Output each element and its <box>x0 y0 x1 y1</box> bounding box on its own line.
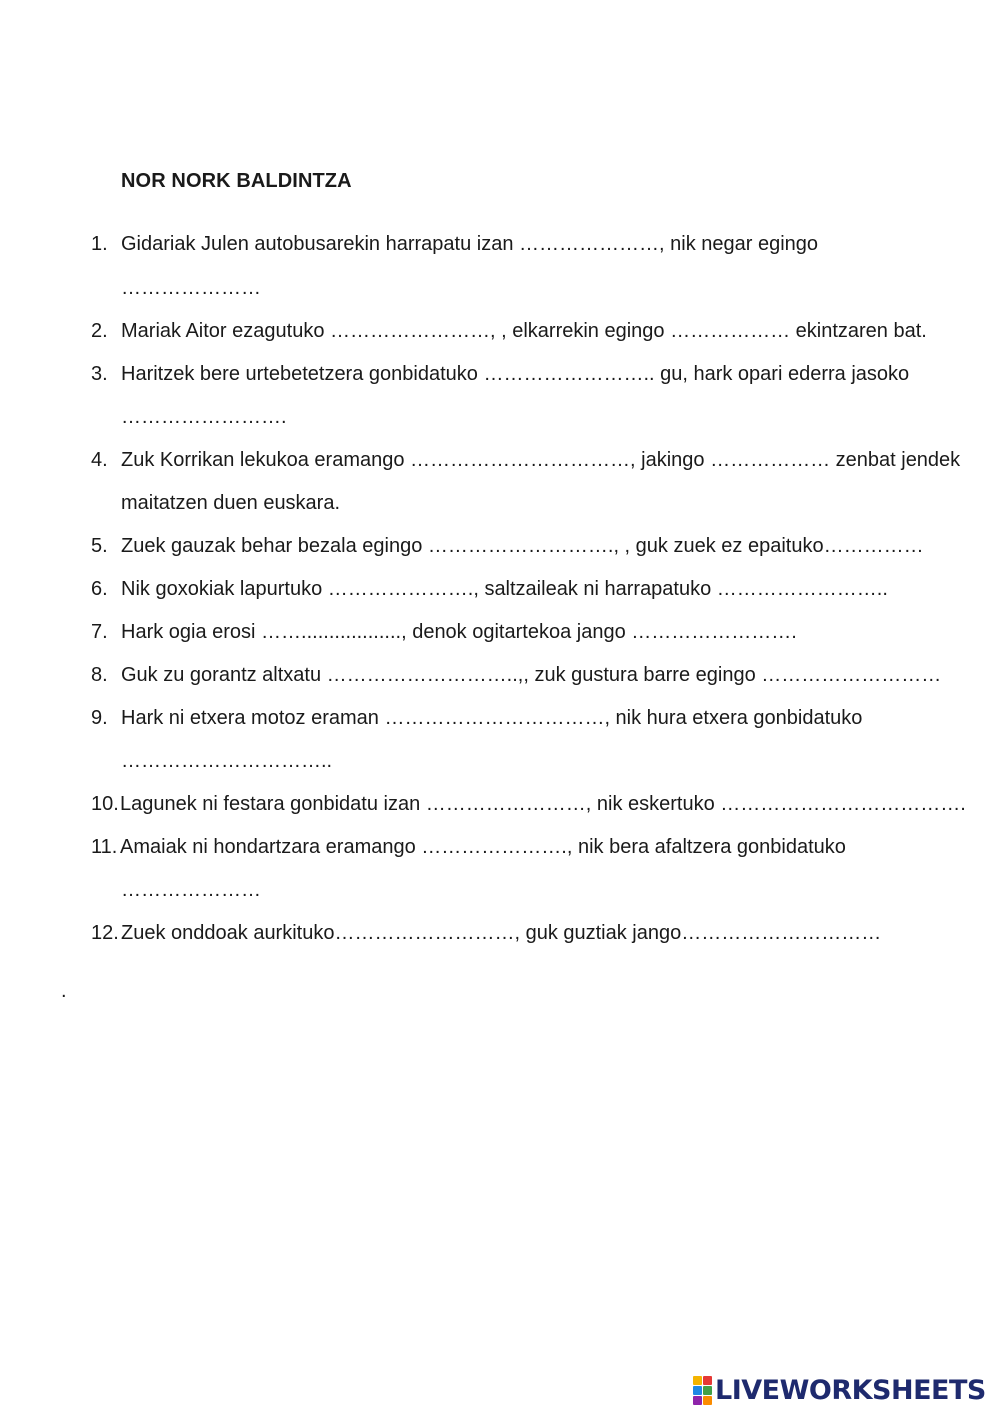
logo-block <box>693 1386 702 1395</box>
item-text: Zuk Korrikan lekukoa eramango ……………………………, jakingo ……………… zenbat jendek <box>121 449 961 471</box>
logo-block <box>703 1376 712 1385</box>
item-text: Nik goxokiak lapurtuko …………………., saltzaileak ni harrapatuko …………………….. <box>121 578 888 600</box>
item-text: Gidariak Julen autobusarekin harrapatu izan …………………, nik negar egingo <box>121 233 819 255</box>
item-number: 4. <box>91 449 108 471</box>
item-continuation-text: ………………………….. <box>121 750 333 772</box>
worksheet-title: NOR NORK BALDINTZA <box>121 170 352 192</box>
item-number: 5. <box>91 535 108 557</box>
item-number: 3. <box>91 363 108 385</box>
logo-block <box>703 1386 712 1395</box>
logo-block <box>693 1376 702 1385</box>
item-number: 1. <box>91 233 108 255</box>
item-number: 2. <box>91 320 108 342</box>
logo-block <box>693 1396 702 1405</box>
item-text: Lagunek ni festara gonbidatu izan ……………………, nik eskertuko ………………………………. <box>120 793 966 815</box>
item-continuation-text: ……………………. <box>121 406 287 428</box>
item-number: 6. <box>91 578 108 600</box>
item-number: 12. <box>91 922 119 944</box>
logo-block <box>703 1396 712 1405</box>
item-text: Amaiak ni hondartzara eramango …………………., nik bera afaltzera gonbidatuko <box>120 836 846 858</box>
item-number: 8. <box>91 664 108 686</box>
item-number: 9. <box>91 707 108 729</box>
item-text: Zuek onddoak aurkituko………………………, guk guztiak jango………………………… <box>121 922 882 944</box>
item-number: 10. <box>91 793 119 815</box>
item-text: Haritzek bere urtebetetzera gonbidatuko …………………….. gu, hark opari ederra jasoko <box>121 363 910 385</box>
item-continuation-text: maitatzen duen euskara. <box>121 492 341 514</box>
item-text: Guk zu gorantz altxatu ………………………..,, zuk gustura barre egingo ……………………… <box>121 664 942 686</box>
item-number: 11. <box>91 836 118 858</box>
item-text: Hark ogia erosi …….................., denok ogitartekoa jango ……………………. <box>121 621 797 643</box>
logo-blocks-icon <box>693 1376 712 1405</box>
liveworksheets-logo <box>693 1374 986 1406</box>
item-text: Hark ni etxera motoz eraman ……………………………, nik hura etxera gonbidatuko <box>121 707 863 729</box>
item-number: 7. <box>91 621 108 643</box>
item-continuation-text: ………………… <box>121 879 261 901</box>
logo-wordmark: LIVEWORKSHEETS <box>715 1374 986 1406</box>
item-text: Mariak Aitor ezagutuko ……………………, , elkarrekin egingo ……………… ekintzaren bat. <box>121 320 927 342</box>
item-text: Zuek gauzak behar bezala egingo ………………………., , guk zuek ez epaituko…………… <box>121 535 924 557</box>
item-continuation-text: ………………… <box>121 277 261 299</box>
stray-period: . <box>61 980 67 1002</box>
